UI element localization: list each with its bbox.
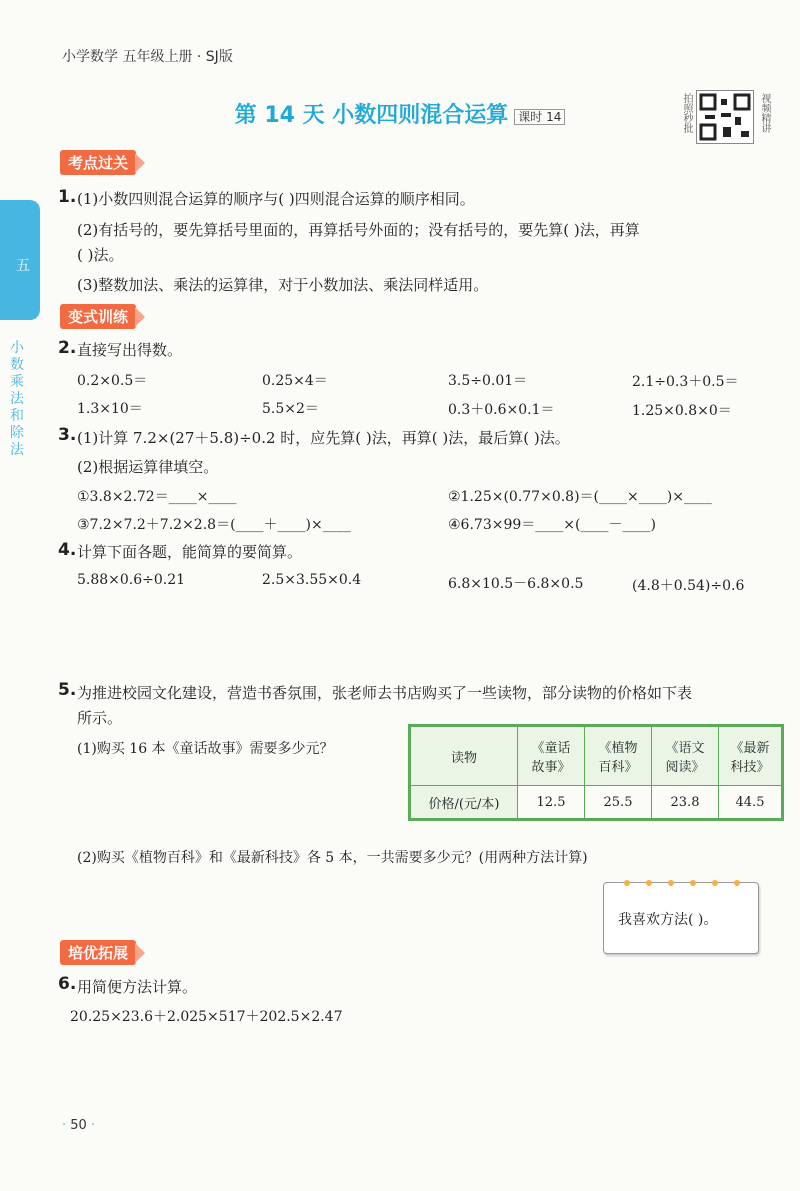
table-cell: 44.5 — [719, 786, 782, 819]
q6-title: 用简便方法计算。 — [77, 978, 198, 996]
q1-line: (1)小数四则混合运算的顺序与( )四则混合运算的顺序相同。 — [77, 190, 475, 208]
calc-item: (4.8＋0.54)÷0.6 — [632, 578, 745, 594]
mental-math-item: 3.5÷0.01＝ — [448, 373, 528, 389]
qr-right-label: 视频精讲 — [759, 93, 770, 133]
q1-line: ( )法。 — [77, 246, 124, 264]
fill-item: ③7.2×7.2＋7.2×2.8＝(____＋____)×____ — [77, 517, 351, 533]
dot-icon: · — [90, 1118, 96, 1133]
table-header-cell: 读物 — [411, 727, 518, 786]
q6-expression: 20.25×23.6＋2.025×517＋202.5×2.47 — [70, 1009, 343, 1025]
note-box — [603, 882, 759, 954]
q1-line: (3)整数加法、乘法的运算律，对于小数加法、乘法同样适用。 — [77, 276, 489, 294]
question-number: 1. — [58, 187, 77, 207]
ring-icon — [646, 880, 652, 886]
q3-line: (2)根据运算律填空。 — [77, 458, 219, 476]
table-header-cell: 《童话 故事》 — [518, 727, 585, 786]
table-header-cell: 《植物 百科》 — [585, 727, 652, 786]
q5-line: 为推进校园文化建设，营造书香氛围，张老师去书店购买了一些读物，部分读物的价格如下表 — [77, 684, 693, 702]
side-tab-grade: 五 — [16, 258, 30, 274]
question-number: 6. — [58, 974, 77, 994]
dot-icon: · — [62, 1118, 67, 1133]
note-text: 我喜欢方法( )。 — [618, 912, 718, 928]
fill-item: ④6.73×99＝____×(____－____) — [448, 517, 656, 533]
q5-line: 所示。 — [77, 709, 123, 727]
section-label: 考点过关 — [60, 150, 136, 175]
q5-part: (2)购买《植物百科》和《最新科技》各 5 本，一共需要多少元？(用两种方法计算) — [77, 850, 588, 866]
table-cell: 12.5 — [518, 786, 585, 819]
mental-math-item: 2.1÷0.3＋0.5＝ — [632, 374, 739, 390]
mental-math-item: 1.3×10＝ — [77, 401, 143, 417]
fill-item: ①3.8×2.72＝____×____ — [77, 489, 237, 505]
table-cell: 23.8 — [652, 786, 719, 819]
table-header-cell: 《最新 科技》 — [719, 727, 782, 786]
ring-icon — [734, 880, 740, 886]
question-number: 3. — [58, 425, 77, 445]
table-row-label: 价格/(元/本) — [411, 786, 518, 819]
q1-line: (2)有括号的，要先算括号里面的，再算括号外面的；没有括号的，要先算( )法，再算 — [77, 221, 640, 239]
calc-item: 6.8×10.5－6.8×0.5 — [448, 576, 584, 592]
table-cell: 25.5 — [585, 786, 652, 819]
q4-title: 计算下面各题，能简算的要简算。 — [77, 543, 303, 561]
q3-line: (1)计算 7.2×(27＋5.8)÷0.2 时，应先算( )法，再算( )法，最后算( )法。 — [77, 429, 570, 447]
book-title: 小学数学 五年级上册 · SJ版 — [62, 49, 233, 65]
ring-icon — [668, 880, 674, 886]
mental-math-item: 0.25×4＝ — [262, 373, 328, 389]
lesson-title-text: 第 14 天 小数四则混合运算 — [234, 103, 509, 128]
section-label: 变式训练 — [60, 304, 136, 329]
qr-left-label: 拍照秒批 — [681, 93, 692, 133]
fill-item: ②1.25×(0.77×0.8)＝(____×____)×____ — [448, 489, 712, 505]
table-header-cell: 《语文 阅读》 — [652, 727, 719, 786]
mental-math-item: 0.3＋0.6×0.1＝ — [448, 402, 555, 418]
mental-math-item: 0.2×0.5＝ — [77, 373, 148, 389]
page-number: · 50 · — [62, 1118, 96, 1133]
section-label: 培优拓展 — [60, 940, 136, 965]
ring-icon — [690, 880, 696, 886]
calc-item: 5.88×0.6÷0.21 — [77, 572, 186, 588]
question-number: 5. — [58, 680, 77, 700]
q5-part: (1)购买 16 本《童话故事》需要多少元？ — [77, 741, 334, 757]
side-tab-unit: 小数乘法和除法 — [10, 340, 24, 458]
calc-item: 2.5×3.55×0.4 — [262, 572, 362, 588]
mental-math-item: 1.25×0.8×0＝ — [632, 403, 732, 419]
ring-icon — [712, 880, 718, 886]
mental-math-item: 5.5×2＝ — [262, 401, 319, 417]
qr-code-icon[interactable] — [696, 90, 754, 144]
ring-icon — [624, 880, 630, 886]
lesson-sub: 课时 14 — [514, 109, 565, 125]
price-table — [408, 724, 784, 821]
question-number: 4. — [58, 540, 77, 560]
question-number: 2. — [58, 338, 77, 358]
q2-title: 直接写出得数。 — [77, 341, 183, 359]
